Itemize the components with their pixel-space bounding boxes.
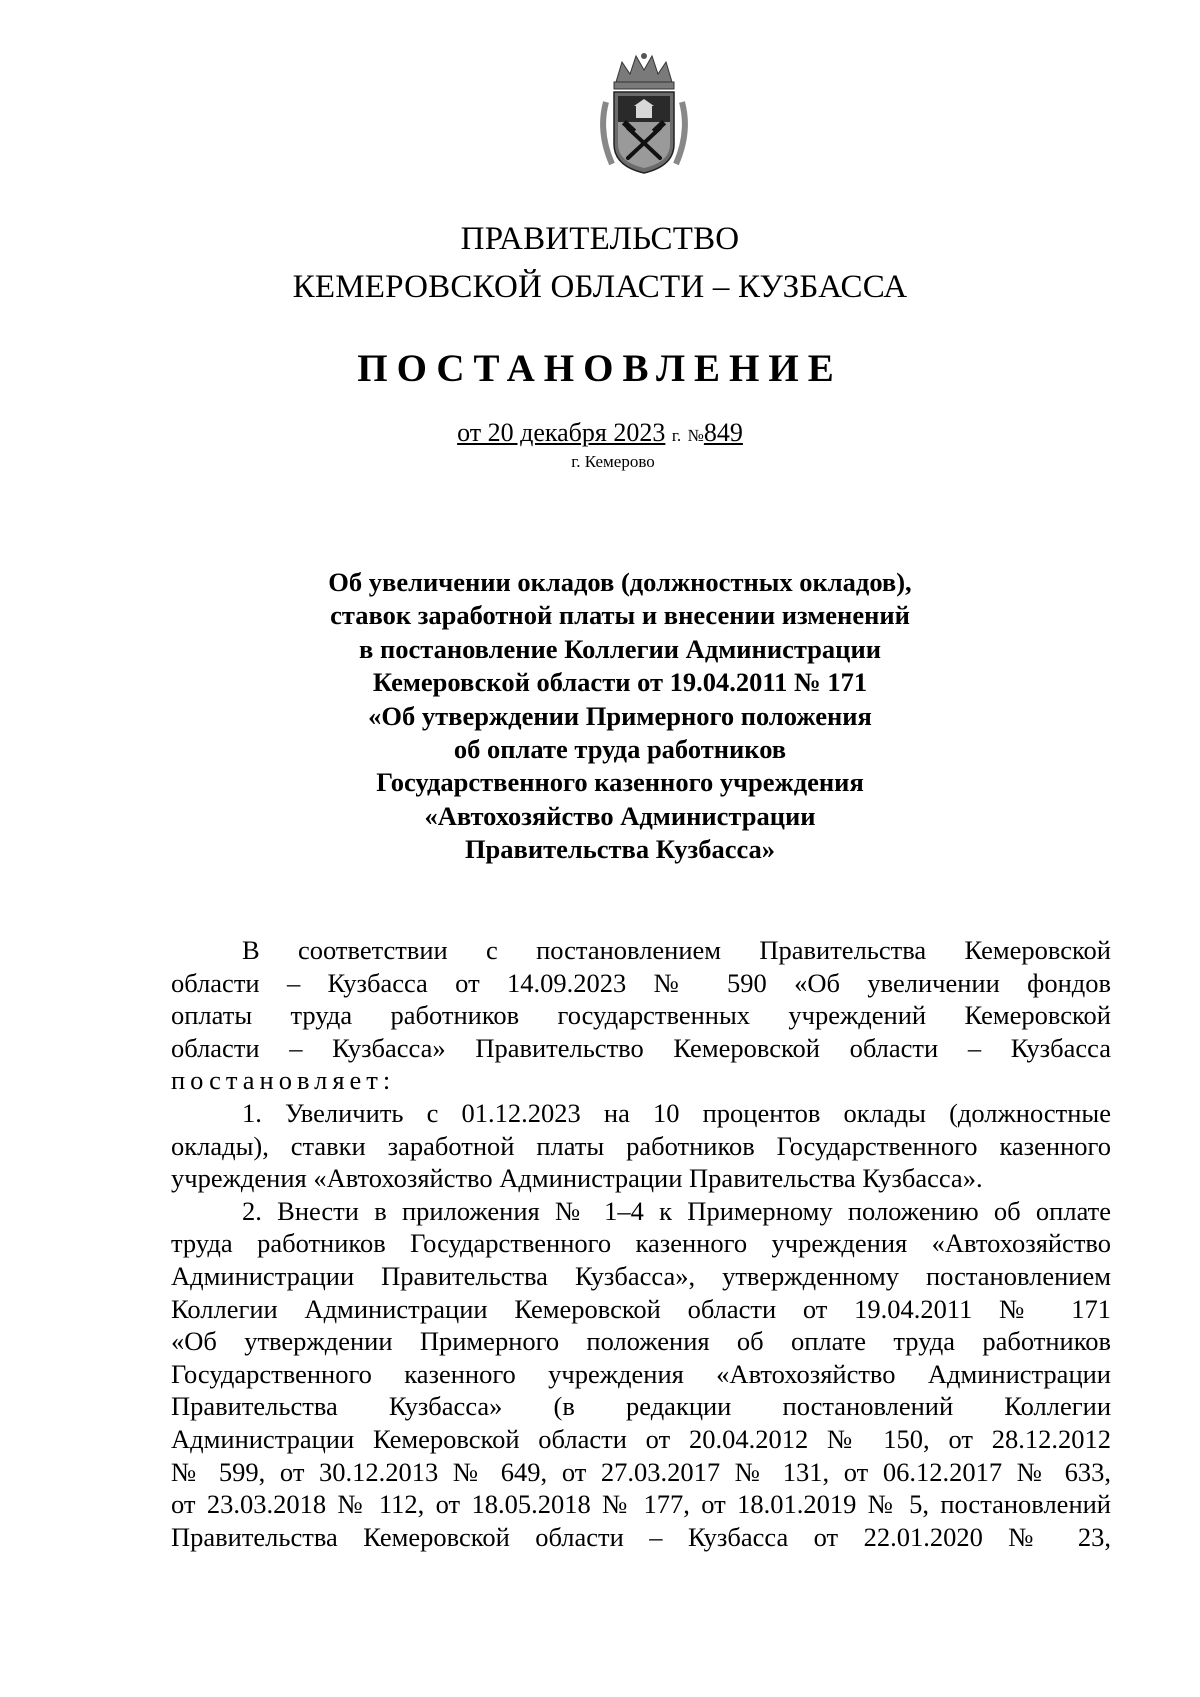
decree-date-number [0, 417, 1200, 452]
body-line: постановляет: [171, 1065, 396, 1096]
decree-body [171, 934, 1111, 1553]
body-line: Коллегии Администрации Кемеровской области от 19.04.2011 № 171 [171, 1293, 1111, 1324]
subject-line: Об увеличении окладов (должностных окладов), [328, 567, 912, 597]
subject-line: Государственного казенного учреждения [376, 767, 864, 798]
body-line: труда работников Государственного казенного учреждения «Автохозяйство [171, 1228, 1111, 1259]
body-line: от 23.03.2018 № 112, от 18.05.2018 № 177, от 18.01.2019 № 5, постановлений [171, 1489, 1111, 1520]
subject-line: Правительства Кузбасса» [464, 834, 776, 865]
year-suffix: г. [671, 426, 682, 445]
decree-date: от 20 декабря 2023 [457, 418, 666, 447]
body-line: области – Кузбасса» Правительство Кемеровской области – Кузбасса [171, 1032, 1111, 1063]
decree-subject [300, 566, 940, 867]
body-line: оклады), ставки заработной платы работников Государственного казенного [171, 1130, 1111, 1161]
body-line: Администрации Правительства Кузбасса», утвержденному постановлением [171, 1260, 1111, 1291]
body-line: «Об утверждении Примерного положения об оплате труда работников [171, 1326, 1111, 1357]
body-line: Правительства Кемеровской области – Кузбасса от 22.01.2020 № 23, [171, 1521, 1111, 1552]
subject-line: об оплате труда работников [453, 734, 787, 765]
subject-line: «Автохозяйство Администрации [424, 800, 816, 831]
body-line: учреждения «Автохозяйство Администрации Правительства Кузбасса». [171, 1163, 983, 1194]
subject-line: «Об утверждении Примерного положения [368, 700, 872, 731]
body-line: оплаты труда работников государственных учреждений Кемеровской [171, 1000, 1111, 1031]
body-line: Администрации Кемеровской области от 20.04.2012 № 150, от 28.12.2012 [171, 1423, 1111, 1454]
body-line: № 599, от 30.12.2013 № 649, от 27.03.2017 № 131, от 06.12.2017 № 633, [171, 1456, 1111, 1487]
coat-of-arms-icon [594, 52, 694, 177]
government-title-line2: КЕМЕРОВСКОЙ ОБЛАСТИ – КУЗБАССА [292, 269, 908, 305]
government-title-line1: ПРАВИТЕЛЬСТВО [460, 221, 740, 257]
body-line: 1. Увеличить с 01.12.2023 на 10 процентов оклады (должностные [242, 1097, 1111, 1128]
body-line: Правительства Кузбасса» (в редакции постановлений Коллегии [171, 1391, 1111, 1422]
number-sign: № [687, 426, 704, 445]
subject-line: Кемеровской области от 19.04.2011 № 171 [372, 667, 868, 698]
body-line: 2. Внести в приложения № 1–4 к Примерному положению об оплате [242, 1195, 1111, 1226]
body-line: области – Кузбасса от 14.09.2023 № 590 «Об увеличении фондов [171, 967, 1111, 998]
subject-line: в постановление Коллегии Администрации [359, 633, 881, 664]
body-line: Государственного казенного учреждения «Автохозяйство Администрации [171, 1358, 1111, 1389]
subject-line: ставок заработной платы и внесении изменений [330, 600, 910, 631]
document-type: ПОСТАНОВЛЕНИЕ [357, 347, 843, 390]
city: г. Кемерово [571, 452, 655, 471]
decree-number: 849 [703, 418, 743, 447]
body-line: В соответствии с постановлением Правительства Кемеровской [242, 935, 1111, 965]
